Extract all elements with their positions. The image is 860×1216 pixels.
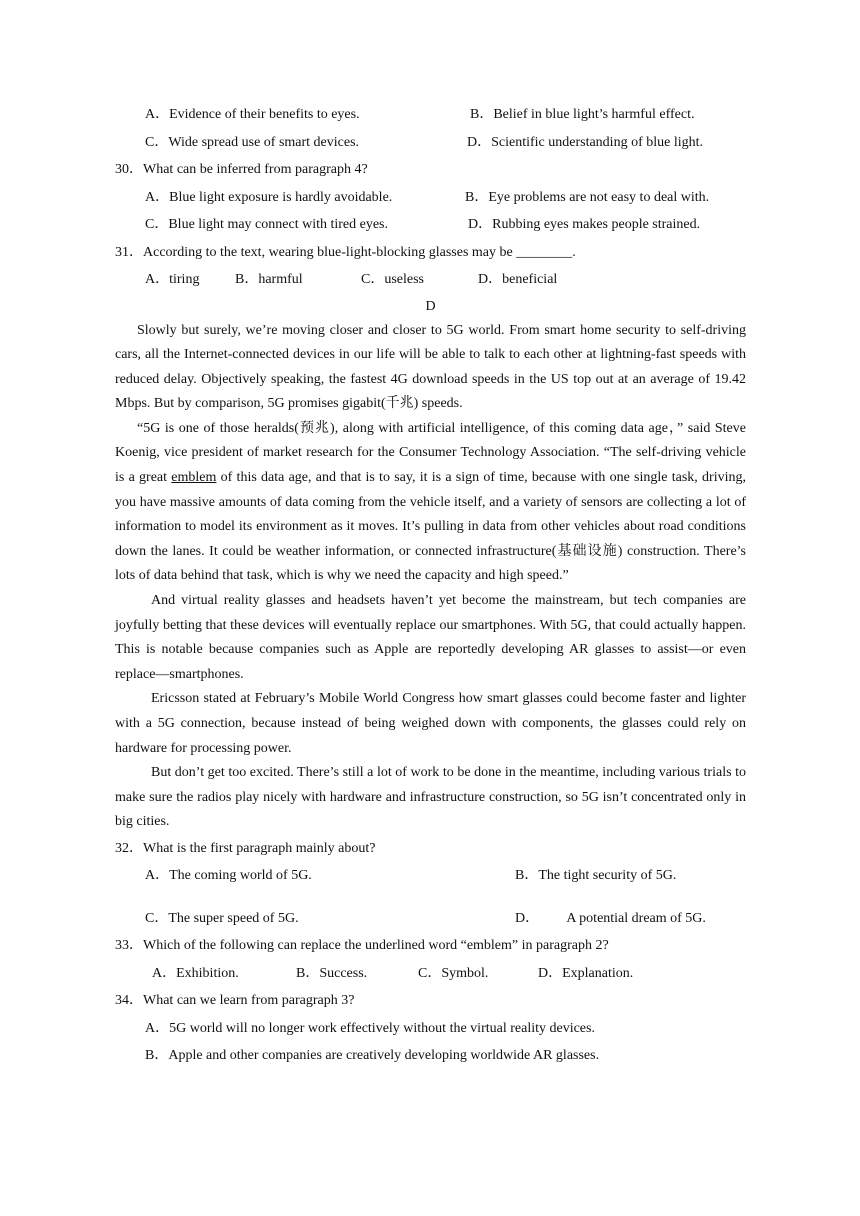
exam-page [115,101,746,1070]
spacer [115,890,746,905]
q34-stem [115,987,746,1015]
q34-option-b-row [115,1042,746,1070]
q31-options-row [115,266,746,294]
q34-option-a-row [115,1015,746,1043]
passage-paragraph-5: But don’t get too excited. There’s still a lot of work to be done in the meantime, including various trials to make sure the radios play nicely with hardware and infrastructure construction, so 5G isn’t concentrated only in big cities. [115,765,746,830]
q31-option-d: D．beneficial [478,272,558,287]
q30-option-c: C．Blue light may connect with tired eyes. [145,217,389,232]
q29-option-b: B．Belief in blue light’s harmful effect. [470,107,695,122]
q33-option-b: B．Success. [296,965,368,981]
q34-stem-text: 34．What can we learn from paragraph 3? [115,993,355,1009]
q33-option-d: D．Explanation. [538,965,634,981]
q32-stem [115,835,746,863]
q29-options-row-2 [115,129,746,157]
q33-option-a: A．Exhibition. [152,965,239,981]
q31-option-b: B．harmful [235,272,303,287]
q33-options-row [115,960,746,988]
q31-option-c: C．useless [361,272,424,287]
q30-option-d: D．Rubbing eyes makes people strained. [468,217,701,232]
q32-option-a: A．The coming world of 5G. [145,868,312,884]
q33-stem-text: 33．Which of the following can replace the underlined word “emblem” in paragraph 2? [115,938,609,954]
q32-options-row-1 [115,862,746,890]
section-label: D [425,298,436,314]
q34-option-a: A．5G world will no longer work effectively without the virtual reality devices. [145,1020,595,1036]
underlined-word-emblem: emblem [171,470,217,486]
q31-option-a: A．tiring [145,272,200,287]
q29-option-d: D．Scientific understanding of blue light. [467,134,704,150]
q30-stem-text: 30．What can be inferred from paragraph 4? [115,162,368,177]
passage-paragraph-1: Slowly but surely, we’re moving closer and closer to 5G world. From smart home security to self-driving cars, all the Internet-connected devices in our life will be able to talk to each other at lightning-fast speeds with reduced delay. Objectively speaking, the fastest 4G download speeds in the US top out at an average of 19.42 Mbps. But by comparison, 5G promises gigabit(千兆) speeds. [115,322,746,412]
passage-paragraph-2 [115,417,746,589]
q31-stem [115,239,746,267]
q32-stem-text: 32．What is the first paragraph mainly about? [115,840,376,856]
q32-option-b: B．The tight security of 5G. [515,868,677,884]
q33-stem [115,932,746,960]
q30-options-row-2 [115,211,746,239]
paragraph-2-rest: of this data age, and that is to say, it is a sign of time, because with one single task, driving, you have massive amounts of data coming from the vehicle itself, and a variety of sensors are collecting a lot of information to model its environment as it moves. It’s pulling in data from other vehicles about road conditions down the lanes. It could be weather information, or connected infrastructure(基础设施) construction. There’s lots of data behind that task, which is why we need the capacity and high speed.” [115,470,746,584]
q32-option-c: C．The super speed of 5G. [145,910,299,926]
paragraph-2-start: “5G is one of those heralds(预兆), along with artificial intelligence, of this coming data age，” said Steve Koenig, vice president of market research for the Consumer Technology Association. “The self-driving vehicle is a great [115,420,746,486]
q31-stem-text: 31．According to the text, wearing blue-light-blocking glasses may be ________. [115,244,576,260]
q32-option-d: D． A potential dream of 5G. [515,910,706,926]
q29-option-c: C．Wide spread use of smart devices. [145,134,360,150]
q33-option-c: C．Symbol. [418,965,489,981]
passage-paragraph-4: Ericsson stated at February’s Mobile World Congress how smart glasses could become faster and lighter with a 5G connection, because instead of being weighed down with components, the glasses could rely on hardware for processing power. [115,691,746,756]
q30-stem [115,156,746,184]
q30-options-row-1 [115,184,746,212]
passage-paragraph-3: And virtual reality glasses and headsets haven’t yet become the mainstream, but tech companies are joyfully betting that these devices will eventually replace our smartphones. With 5G, that could actually happen. This is notable because companies such as Apple are reportedly developing AR glasses to assist—or even replace—smartphones. [115,593,746,682]
q30-option-b: B．Eye problems are not easy to deal with. [465,189,710,205]
q32-options-row-2 [115,905,746,933]
q30-option-a: A．Blue light exposure is hardly avoidable. [145,189,393,205]
q29-options-row-1 [115,101,746,129]
q34-option-b: B．Apple and other companies are creatively developing worldwide AR glasses. [145,1048,600,1064]
q29-option-a: A．Evidence of their benefits to eyes. [145,107,360,122]
